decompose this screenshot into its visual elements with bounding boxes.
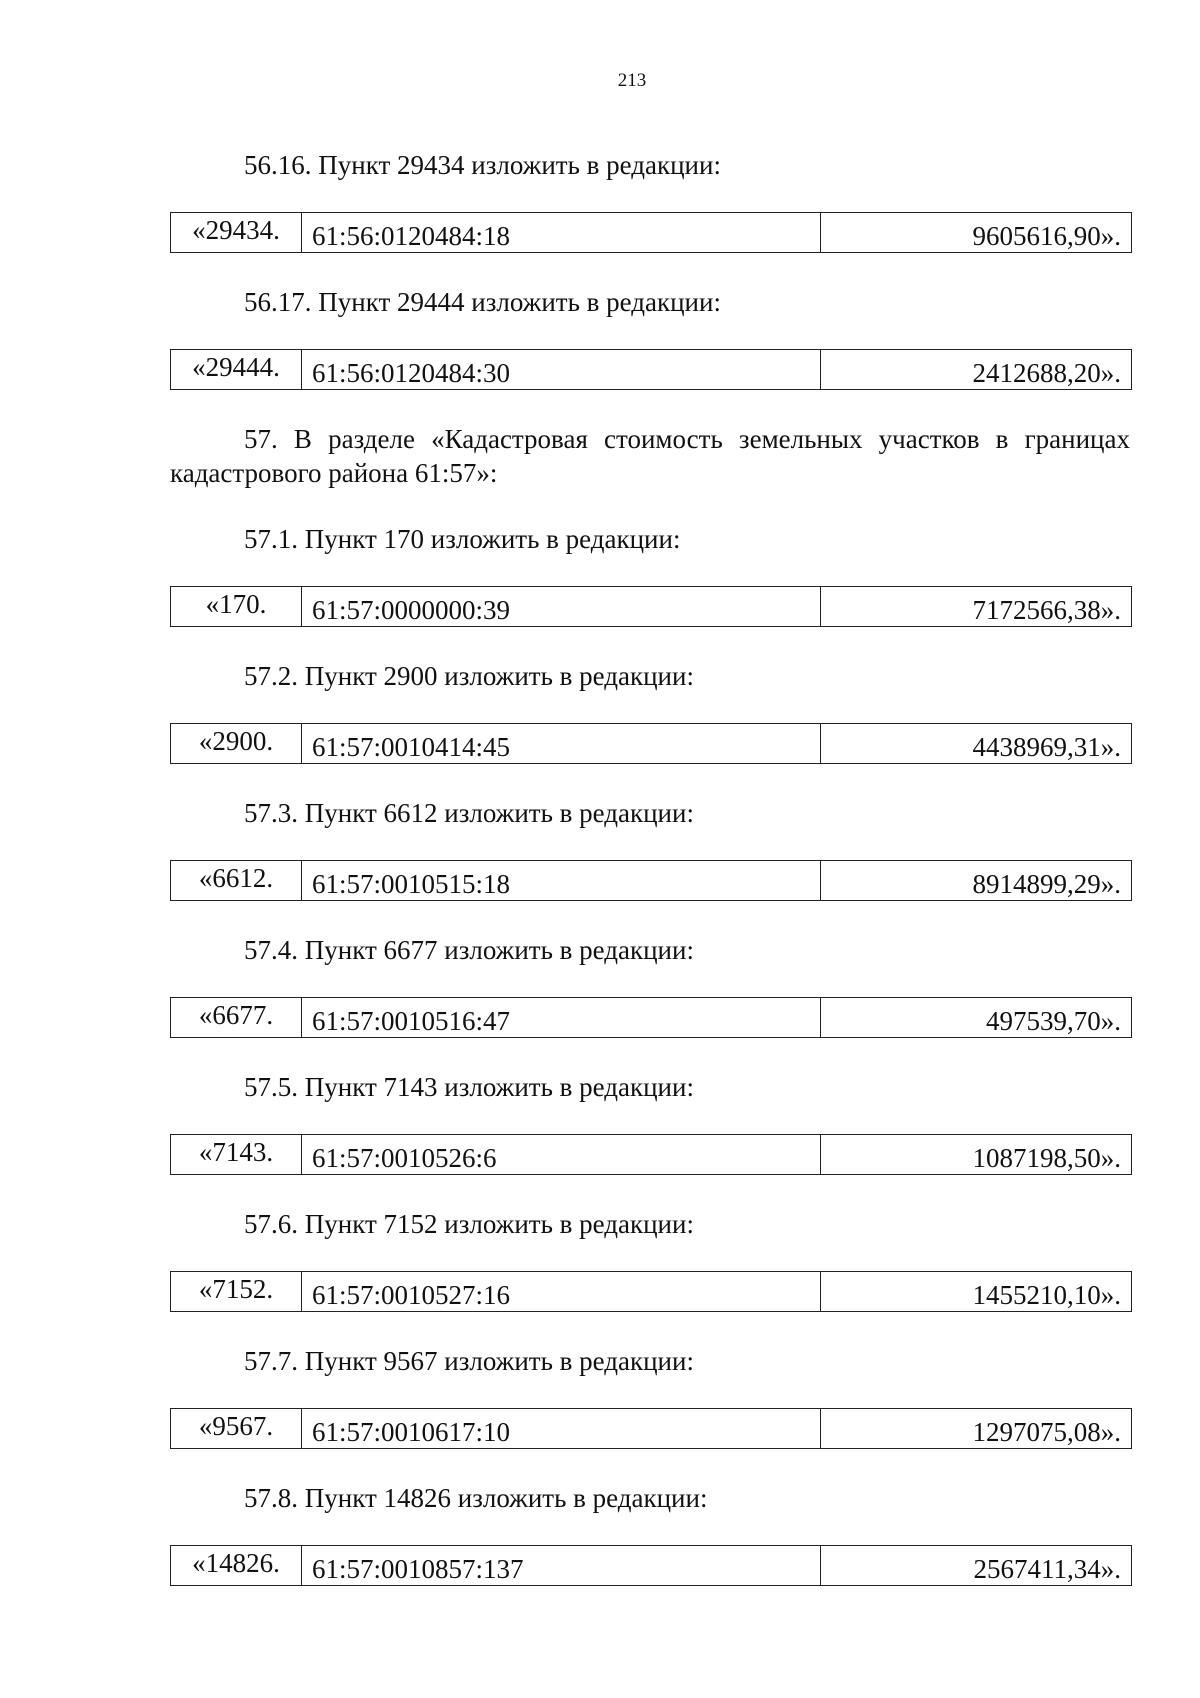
amendment-block [170, 1070, 1130, 1175]
table-row [171, 1272, 1132, 1312]
amendment-heading: 56.16. Пункт 29434 изложить в редакции: [244, 150, 721, 180]
cadastral-value-cell: 2412688,20». [821, 350, 1132, 390]
table-row [171, 213, 1132, 253]
amendment-block [170, 1344, 1130, 1449]
cadastral-row-table [170, 1545, 1132, 1586]
table-row [171, 350, 1132, 390]
cadastral-value-cell: 9605616,90». [821, 213, 1132, 253]
table-row [171, 1409, 1132, 1449]
cadastral-number-cell: 61:57:0010857:137 [302, 1546, 821, 1586]
amendment-block [170, 1481, 1130, 1586]
document-body [170, 148, 1130, 1618]
cadastral-value-cell: 1455210,10». [821, 1272, 1132, 1312]
item-number-cell: «6677. [171, 998, 302, 1038]
table-row [171, 1135, 1132, 1175]
table-row [171, 1546, 1132, 1586]
cadastral-number-cell: 61:56:0120484:18 [302, 213, 821, 253]
amendment-block [170, 1207, 1130, 1312]
cadastral-row-table [170, 860, 1132, 901]
amendment-heading: 57.1. Пункт 170 изложить в редакции: [244, 524, 681, 554]
amendment-heading: 57.6. Пункт 7152 изложить в редакции: [244, 1209, 694, 1239]
section-block [170, 422, 1130, 490]
amendment-block [170, 285, 1130, 390]
cadastral-number-cell: 61:57:0010617:10 [302, 1409, 821, 1449]
item-number-cell: «14826. [171, 1546, 302, 1586]
item-number-cell: «29444. [171, 350, 302, 390]
page-number: 213 [617, 70, 647, 91]
cadastral-number-cell: 61:56:0120484:30 [302, 350, 821, 390]
item-number-cell: «6612. [171, 861, 302, 901]
cadastral-value-cell: 1087198,50». [821, 1135, 1132, 1175]
cadastral-row-table [170, 723, 1132, 764]
amendment-heading: 57.7. Пункт 9567 изложить в редакции: [244, 1346, 694, 1376]
cadastral-number-cell: 61:57:0000000:39 [302, 587, 821, 627]
cadastral-row-table [170, 349, 1132, 390]
cadastral-number-cell: 61:57:0010414:45 [302, 724, 821, 764]
cadastral-value-cell: 7172566,38». [821, 587, 1132, 627]
cadastral-number-cell: 61:57:0010516:47 [302, 998, 821, 1038]
cadastral-row-table [170, 1408, 1132, 1449]
cadastral-row-table [170, 997, 1132, 1038]
table-row [171, 587, 1132, 627]
table-row [171, 861, 1132, 901]
amendment-heading: 57.4. Пункт 6677 изложить в редакции: [244, 935, 694, 965]
item-number-cell: «7152. [171, 1272, 302, 1312]
amendment-heading: 57.3. Пункт 6612 изложить в редакции: [244, 798, 694, 828]
amendment-block [170, 933, 1130, 1038]
item-number-cell: «2900. [171, 724, 302, 764]
table-row [171, 998, 1132, 1038]
item-number-cell: «29434. [171, 213, 302, 253]
cadastral-value-cell: 2567411,34». [821, 1546, 1132, 1586]
amendment-heading: 57.2. Пункт 2900 изложить в редакции: [244, 661, 694, 691]
amendment-heading: 56.17. Пункт 29444 изложить в редакции: [244, 287, 721, 317]
cadastral-number-cell: 61:57:0010515:18 [302, 861, 821, 901]
cadastral-value-cell: 1297075,08». [821, 1409, 1132, 1449]
cadastral-row-table [170, 212, 1132, 253]
cadastral-number-cell: 61:57:0010526:6 [302, 1135, 821, 1175]
section-heading: 57. В разделе «Кадастровая стоимость земельных участков в границах кадастрового района 61:57»: [170, 424, 1130, 488]
cadastral-number-cell: 61:57:0010527:16 [302, 1272, 821, 1312]
amendment-block [170, 796, 1130, 901]
cadastral-row-table [170, 1134, 1132, 1175]
cadastral-value-cell: 4438969,31». [821, 724, 1132, 764]
item-number-cell: «170. [171, 587, 302, 627]
amendment-heading: 57.5. Пункт 7143 изложить в редакции: [244, 1072, 694, 1102]
cadastral-value-cell: 497539,70». [821, 998, 1132, 1038]
cadastral-value-cell: 8914899,29». [821, 861, 1132, 901]
cadastral-row-table [170, 586, 1132, 627]
amendment-block [170, 659, 1130, 764]
amendment-block [170, 522, 1130, 627]
amendment-block [170, 148, 1130, 253]
table-row [171, 724, 1132, 764]
cadastral-row-table [170, 1271, 1132, 1312]
item-number-cell: «9567. [171, 1409, 302, 1449]
amendment-heading: 57.8. Пункт 14826 изложить в редакции: [244, 1483, 708, 1513]
item-number-cell: «7143. [171, 1135, 302, 1175]
